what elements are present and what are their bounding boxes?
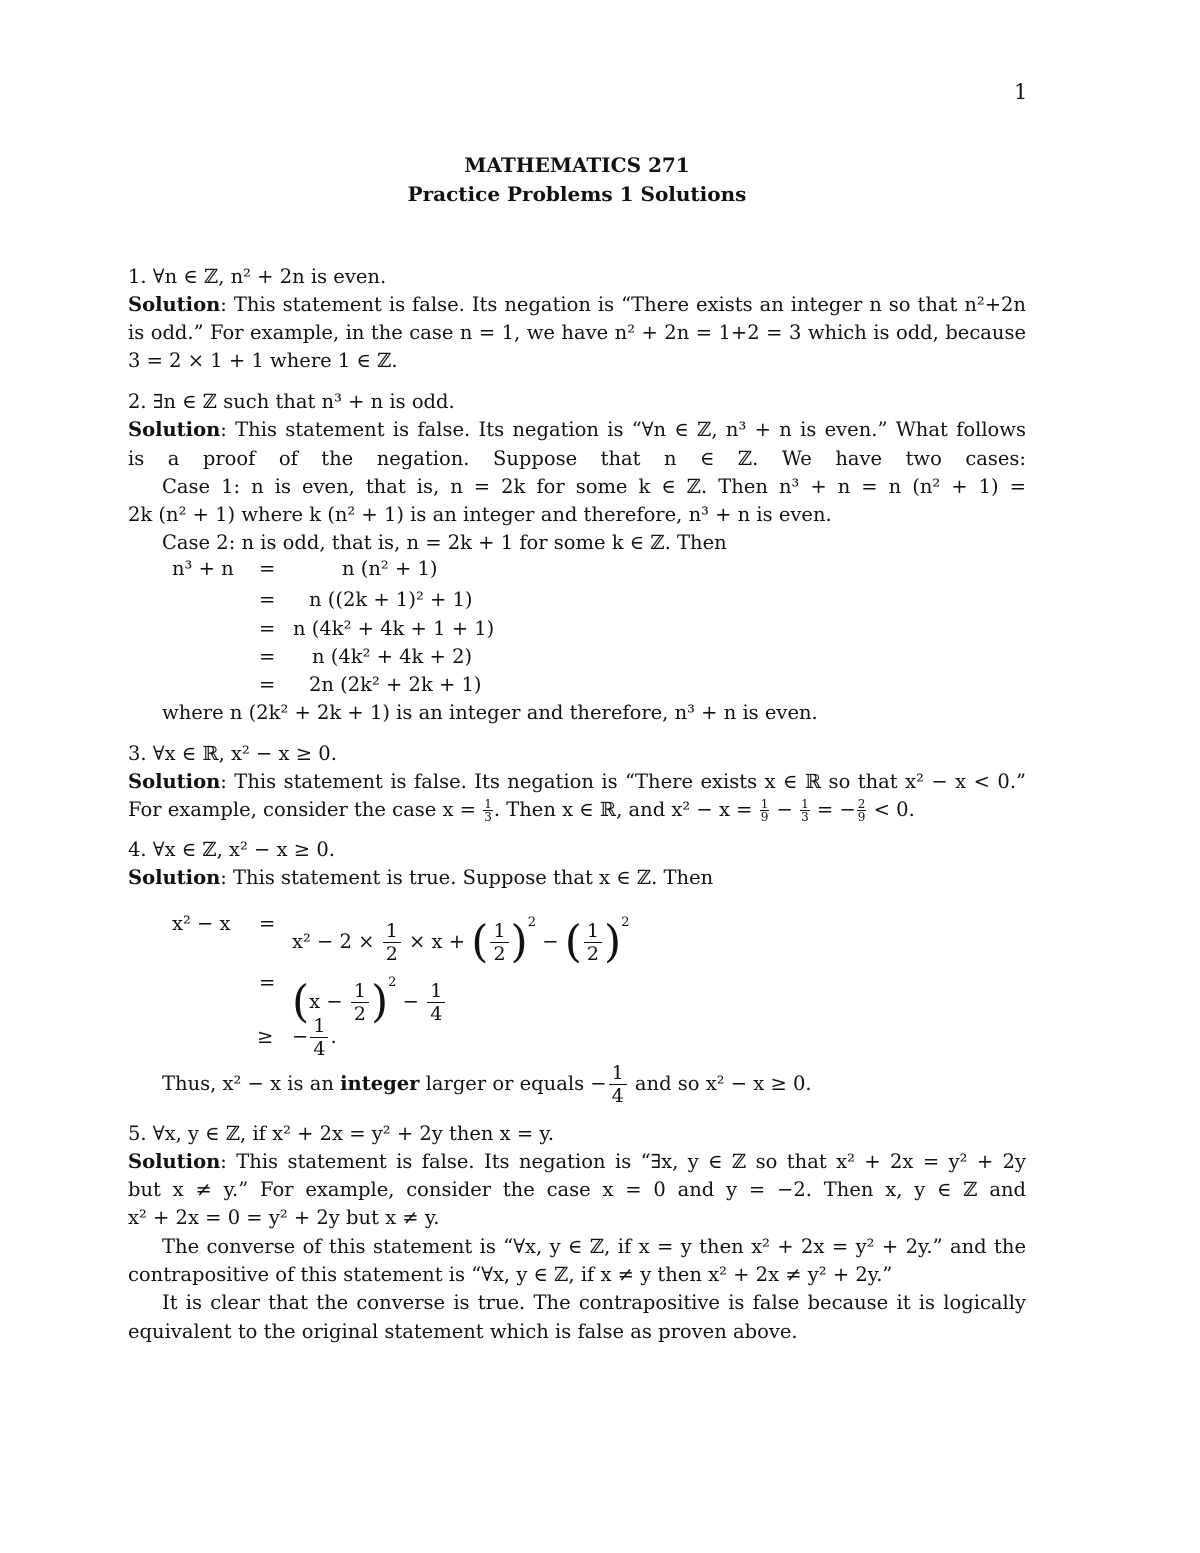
equation-relation: =: [259, 971, 276, 994]
problem-5-conclusion-line-2: equivalent to the original statement which is false as proven above.: [128, 1320, 798, 1343]
page-number: 1: [1014, 80, 1028, 104]
solution-text: : This statement is false. Its negation is “There exists x ∈ ℝ so that x² − x < 0.”: [220, 770, 1026, 793]
fraction: [351, 980, 369, 1025]
solution-label: Solution: [128, 770, 221, 793]
equation-relation: =: [259, 673, 276, 696]
equation-lhs: n³ + n: [172, 557, 234, 580]
equation-row: n (n² + 1): [342, 557, 438, 580]
problem-5-line-3: x² + 2x = 0 = y² + 2y but x ≠ y.: [128, 1206, 440, 1229]
problem-5-converse-line: The converse of this statement is “∀x, y ∈ ℤ, if x = y then x² + 2x = y² + 2y.” and the: [162, 1235, 1026, 1258]
problem-2-statement: 2. ∃n ∈ ℤ such that n³ + n is odd.: [128, 390, 455, 413]
denominator: 3: [484, 810, 492, 824]
text-segment: For example, consider the case x =: [128, 798, 483, 821]
solution-label: Solution: [128, 1150, 221, 1173]
denominator: 9: [857, 810, 866, 824]
equation-relation: =: [259, 912, 276, 935]
exponent: 2: [621, 915, 630, 930]
paren: (: [564, 916, 582, 968]
equation-relation: =: [259, 557, 276, 580]
text-segment: Thus, x² − x is an: [162, 1072, 341, 1095]
problem-1-statement: 1. ∀n ∈ ℤ, n² + 2n is even.: [128, 265, 387, 288]
solution-text: : This statement is false. Its negation is “∃x, y ∈ ℤ so that x² + 2x = y² + 2y: [220, 1150, 1026, 1173]
paren: ): [371, 976, 389, 1028]
problem-5-statement: 5. ∀x, y ∈ ℤ, if x² + 2x = y² + 2y then x = y.: [128, 1122, 555, 1145]
problem-5-contrapositive-line: contrapositive of this statement is “∀x, y ∈ ℤ, if x ≠ y then x² + 2x ≠ y² + 2y.”: [128, 1263, 893, 1286]
denominator: 2: [493, 943, 506, 965]
denominator: 3: [801, 810, 809, 824]
fraction: [427, 980, 445, 1025]
exponent: 2: [527, 915, 536, 930]
text-segment: x −: [309, 990, 349, 1013]
denominator: 4: [313, 1038, 326, 1060]
numerator: 1: [383, 920, 401, 943]
problem-4-conclusion: [162, 1054, 812, 1114]
emphasis: integer: [340, 1072, 420, 1095]
problem-1-line-2: is odd.” For example, in the case n = 1, we have n² + 2n = 1+2 = 3 which is odd, because: [128, 321, 1026, 344]
numerator: 1: [801, 797, 809, 811]
equation-lhs: x² − x: [172, 912, 231, 935]
problem-2-line-2: is a proof of the negation. Suppose that n ∈ ℤ. We have two cases:: [128, 447, 1026, 470]
solution-text: : This statement is false. Its negation is “∀n ∈ ℤ, n³ + n is even.” What follows: [220, 418, 1026, 441]
solution-text: : This statement is false. Its negation is “There exists an integer n so that n²+2n: [220, 293, 1026, 316]
fraction: [490, 920, 508, 965]
problem-1-solution-line: [128, 292, 1026, 318]
problem-1-line-3: 3 = 2 × 1 + 1 where 1 ∈ ℤ.: [128, 349, 398, 372]
course-title: MATHEMATICS 271: [464, 153, 690, 177]
equation-row: n ((2k + 1)² + 1): [309, 588, 473, 611]
problem-5-solution-line: [128, 1149, 1026, 1175]
text-segment: × x +: [402, 930, 472, 953]
text-segment: x² − 2 ×: [292, 930, 381, 953]
denominator: 2: [353, 1003, 366, 1025]
equation-row: n (4k² + 4k + 2): [312, 645, 473, 668]
text-segment: .: [330, 1025, 337, 1048]
paren: (: [292, 976, 310, 1028]
problem-2-solution-line: [128, 417, 1026, 443]
text-segment: −: [770, 798, 800, 821]
fraction: [584, 920, 602, 965]
numerator: 1: [760, 797, 769, 811]
fraction: [800, 798, 810, 823]
problem-3-example-line: [128, 797, 915, 823]
problem-5-conclusion-line-1: It is clear that the converse is true. The contrapositive is false because it is logically: [162, 1291, 1026, 1314]
problem-5-line-2: but x ≠ y.” For example, consider the case x = 0 and y = −2. Then x, y ∈ ℤ and: [128, 1178, 1026, 1201]
solution-text: : This statement is true. Suppose that x ∈ ℤ. Then: [220, 866, 714, 889]
solution-label: Solution: [128, 866, 221, 889]
problem-4-statement: 4. ∀x ∈ ℤ, x² − x ≥ 0.: [128, 838, 335, 861]
case-2-line-1: Case 2: n is odd, that is, n = 2k + 1 for some k ∈ ℤ. Then: [162, 531, 727, 554]
denominator: 4: [611, 1085, 624, 1107]
text-segment: larger or equals −: [419, 1072, 607, 1095]
case-2-conclusion: where n (2k² + 2k + 1) is an integer and therefore, n³ + n is even.: [162, 701, 818, 724]
exponent: 2: [388, 975, 397, 990]
equation-row: 2n (2k² + 2k + 1): [309, 673, 482, 696]
case-1-line-1: Case 1: n is even, that is, n = 2k for some k ∈ ℤ. Then n³ + n = n (n² + 1) =: [162, 475, 1026, 498]
equation-relation: =: [259, 588, 276, 611]
paren: ): [604, 916, 622, 968]
text-segment: −: [396, 990, 426, 1013]
fraction: [857, 798, 867, 823]
equation-relation: ≥: [257, 1025, 274, 1048]
numerator: 2: [857, 797, 866, 811]
denominator: 2: [385, 943, 398, 965]
numerator: 1: [490, 920, 508, 943]
numerator: 1: [310, 1015, 328, 1038]
text-segment: = −: [810, 798, 856, 821]
text-segment: −: [536, 930, 565, 953]
numerator: 1: [584, 920, 602, 943]
denominator: 2: [586, 943, 600, 965]
problem-3-statement: 3. ∀x ∈ ℝ, x² − x ≥ 0.: [128, 742, 337, 765]
solution-label: Solution: [128, 293, 221, 316]
fraction: [760, 798, 770, 823]
paren: ): [510, 916, 528, 968]
text-segment: and so x² − x ≥ 0.: [628, 1072, 812, 1095]
case-1-line-2: 2k (n² + 1) where k (n² + 1) is an integer and therefore, n³ + n is even.: [128, 503, 832, 526]
fraction: [609, 1062, 627, 1107]
problem-3-solution-line: [128, 769, 1026, 795]
numerator: 1: [427, 980, 445, 1003]
text-segment: . Then x ∈ ℝ, and x² − x =: [493, 798, 759, 821]
equation-relation: =: [259, 645, 276, 668]
fraction: [483, 798, 493, 823]
text-segment: < 0.: [867, 798, 915, 821]
denominator: 9: [760, 810, 769, 824]
numerator: 1: [609, 1062, 627, 1085]
denominator: 4: [430, 1003, 443, 1025]
numerator: 1: [484, 797, 492, 811]
paren: (: [471, 916, 489, 968]
equation-relation: =: [259, 617, 276, 640]
solution-label: Solution: [128, 418, 221, 441]
equation-row: n (4k² + 4k + 1 + 1): [293, 617, 495, 640]
document-subtitle: Practice Problems 1 Solutions: [407, 182, 747, 206]
numerator: 1: [351, 980, 369, 1003]
text-segment: −: [292, 1025, 309, 1048]
